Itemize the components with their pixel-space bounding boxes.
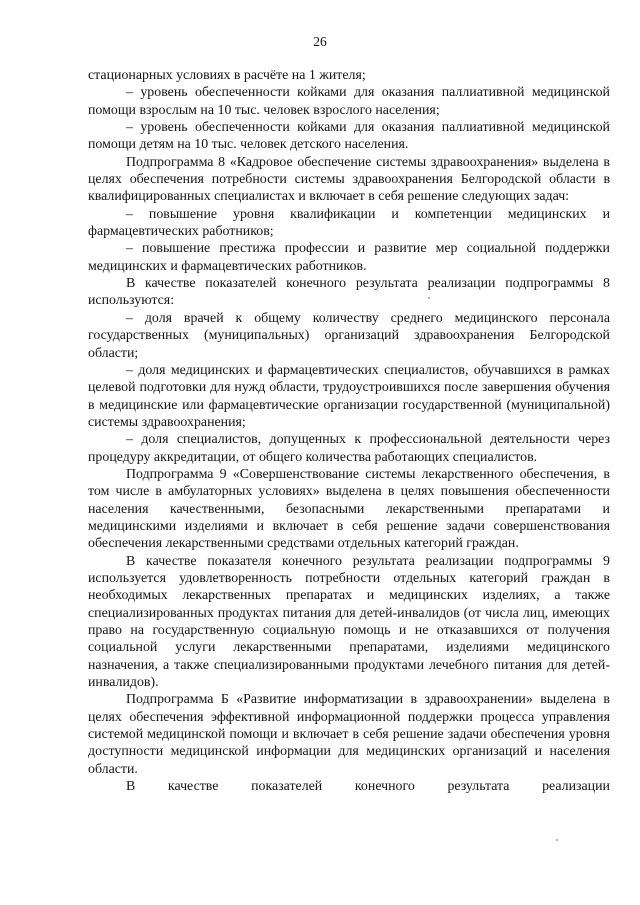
paragraph-continuation: стационарных условиях в расчёте на 1 жителя; xyxy=(88,68,366,83)
scan-speck xyxy=(556,839,558,841)
list-item-palliative-adults: – уровень обеспеченности койками для оказания паллиативной медицинской помощи взрослым на 10 тыс. человек взрослого населения; xyxy=(88,85,610,118)
list-item-qualification: – повышение уровня квалификации и компетенции медицинских и фармацевтических работников; xyxy=(88,206,610,240)
paragraph-subprogram-b: Подпрограмма Б «Развитие информатизации в здравоохранении» выделена в целях обеспечения эффективной информационной поддержки процесса управления системой медицинской помощи и включает в себя решение задачи обеспечения уровня доступности медицинской информации для медицинских организаций и населения области. xyxy=(88,692,610,777)
list-item-doctors-share: – доля врачей к общему количеству среднего медицинского персонала государственных (муниципальных) организаций здравоохранения Белгородской области; xyxy=(88,310,610,361)
paragraph-indicators-8: В качестве показателей конечного результата реализации подпрограммы 8 используются: xyxy=(88,276,610,309)
page-number: 26 xyxy=(313,34,327,49)
document-body xyxy=(88,67,610,795)
scan-speck xyxy=(428,297,430,299)
paragraph-indicator-9: В качестве показателя конечного результата реализации подпрограммы 9 используется удовлетворенность потребности отдельных категорий граждан в необходимых лекарственных препаратах и медицинских изделиях, а также специализированных продуктах питания для детей-инвалидов (от числа лиц, имеющих право на государственную социальную помощь и не отказавшихся от получения социальной услуги лекарственными препаратами, изделиями медицинского назначения, а также специализированными продуктами лечебного питания для детей-инвалидов). xyxy=(88,553,610,691)
paragraph-indicators-b: В качестве показателей конечного результата реализации xyxy=(126,779,610,795)
paragraph-subprogram-9: Подпрограмма 9 «Совершенствование системы лекарственного обеспечения, в том числе в амбулаторных условиях» выделена в целях повышения обеспеченности населения качественными, безопасными лекарственными препаратами и медицинскими изделиями и включает в себя решение задачи совершенствования обеспечения лекарственными средствами отдельных категорий граждан. xyxy=(88,466,610,552)
paragraph-subprogram-8: Подпрограмма 8 «Кадровое обеспечение системы здравоохранения» выделена в целях обеспечения потребности системы здравоохранения Белгородской области в квалифицированных специалистах и включает в себя решение следующих задач: xyxy=(88,154,610,205)
list-item-prestige: – повышение престижа профессии и развитие мер социальной поддержки медицинских и фармацевтических работников. xyxy=(88,241,610,274)
list-item-accreditation: – доля специалистов, допущенных к профессиональной деятельности через процедуру аккредитации, от общего количества работающих специалистов. xyxy=(88,432,610,465)
list-item-palliative-children: – уровень обеспеченности койками для оказания паллиативной медицинской помощи детям на 10 тыс. человек детского населения. xyxy=(88,120,610,153)
list-item-specialists-trained: – доля медицинских и фармацевтических специалистов, обучавшихся в рамках целевой подготовки для нужд области, трудоустроившихся после завершения обучения в медицинские или фармацевтические организации государственной (муниципальной) системы здравоохранения; xyxy=(88,362,610,430)
